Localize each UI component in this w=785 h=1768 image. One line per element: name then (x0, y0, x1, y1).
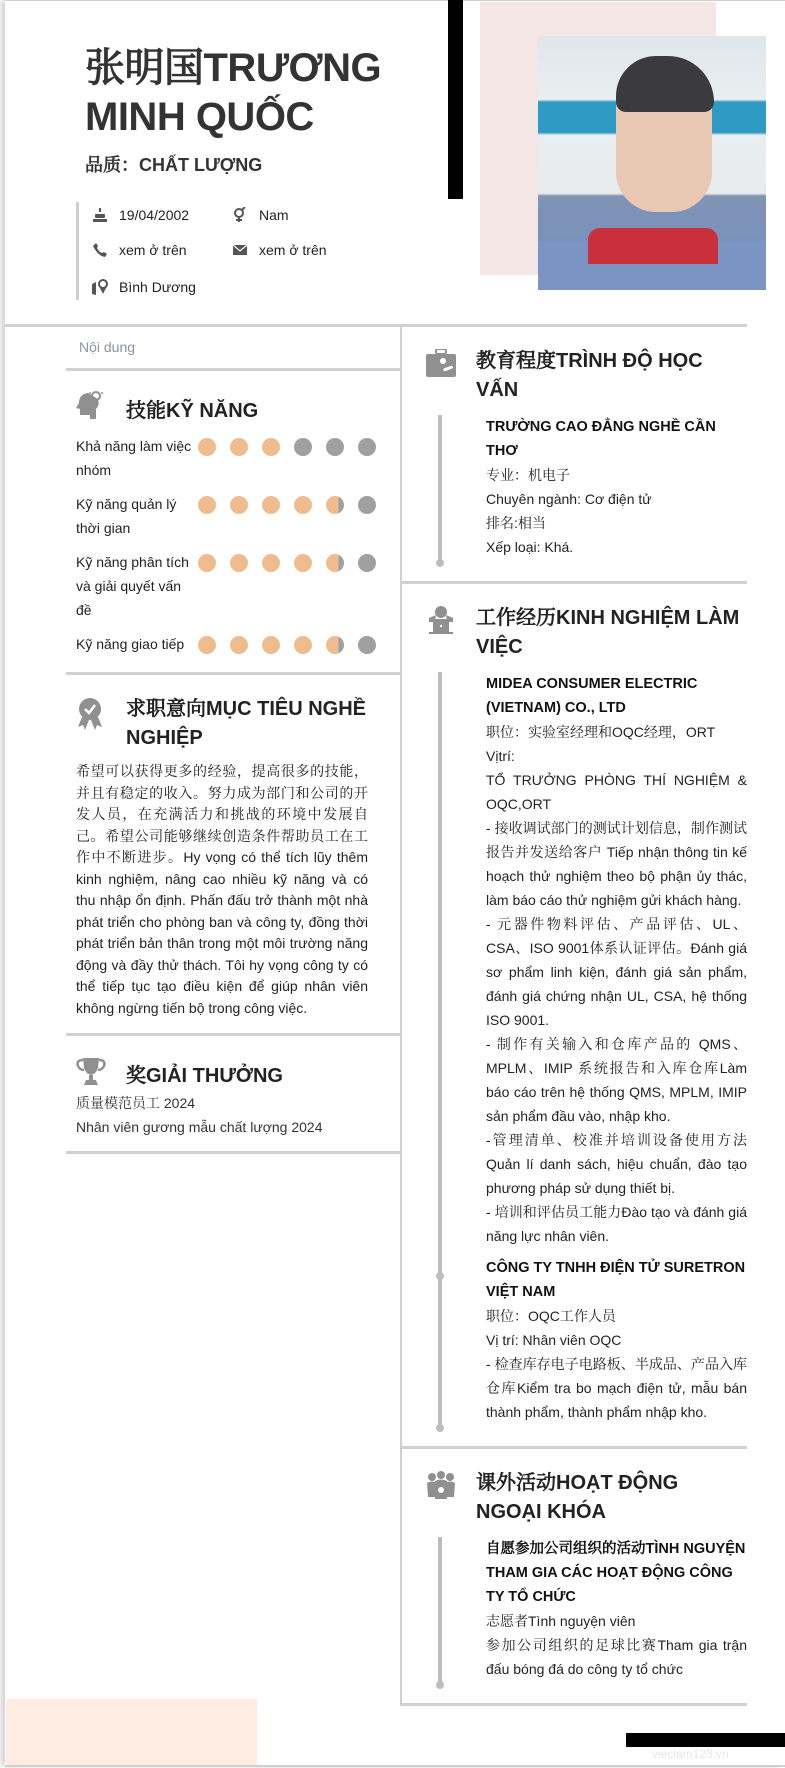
rating-dot (358, 554, 376, 572)
rating-dot (198, 554, 216, 572)
awards-title: 奖GIẢI THƯỞNG (126, 1065, 283, 1087)
rating-dot (230, 636, 248, 654)
skill-label: Kỹ năng phân tích và giải quyết vấn đề (76, 554, 189, 618)
rating-dot (230, 554, 248, 572)
rating-dot (262, 636, 280, 654)
rating-dot (294, 438, 312, 456)
experience-entry (486, 1256, 747, 1432)
experience-line: - 检查库存电子电路板、半成品、产品入库仓库Kiểm tra bo mạch điện tử, mẫu bán thành phẩm, thành phẩm nhập kho. (486, 1356, 747, 1420)
experience-header (402, 604, 747, 662)
experience-entry (486, 672, 747, 1256)
gender-icon (231, 207, 249, 223)
activity-title: 自愿参加公司组织的活动TÌNH NGUYỆN THAM GIA CÁC HOẠT ĐỘNG CÔNG TY TỔ CHỨC (486, 1541, 746, 1605)
skill-row (66, 434, 400, 482)
experience-timeline (438, 672, 747, 1432)
experience-line: Vịtrí: (486, 748, 515, 764)
suitcase-icon (426, 349, 456, 379)
experience-line: -管理清单、校准并培训设备使用方法Quản lí danh sách, hiệu chuẩn, đào tạo phương pháp sử dụng thiết bị. (486, 1132, 747, 1196)
trophy-icon (76, 1058, 106, 1088)
experience-line: - 制作有关输入和仓库产品的 QMS、MPLM、IMIP 系统报告和入库仓库Làm báo cáo trên hệ thống QMS, MPLM, IMIP sản phẩm đầu vào, nhập kho. (486, 1036, 747, 1124)
skill-label: Kỹ năng quản lý thời gian (76, 496, 177, 536)
rating-dot (294, 554, 312, 572)
skill-rating (198, 434, 390, 456)
email-value: xem ở trên (259, 242, 327, 258)
right-column (400, 324, 747, 1706)
rating-dot (326, 438, 344, 456)
objective-text: 希望可以获得更多的经验，提高很多的技能，并且有稳定的收入。努力成为部门和公司的开发人员，在充满活力和挑战的环境中发展自己。希望公司能够继续创造条件帮助员工在工作中不断进步。Hy vọng có thể tích lũy thêm kinh nghiệm, nâng cao nhiều kỹ năng và có thu nhập ổn định. Phấn đấu trở thành một nhà phát triển cho phòng ban và công ty, đồng thời phát triển bản thân trong một môi trường năng động và đầy thử thách. Tôi hy vọng công ty có thể tiếp tục tạo điều kiện để giúp nhân viên không ngừng tiến bộ trong công việc. (76, 763, 368, 1016)
experience-line: Vị trí: Nhân viên OQC (486, 1332, 622, 1348)
education-line: 排名:相当 (486, 515, 546, 531)
skill-rating (198, 492, 390, 514)
skill-rating (198, 632, 390, 654)
rating-dot (230, 438, 248, 456)
experience-line: - 培训和评估员工能力Đào tạo và đánh giá năng lực nhân viên. (486, 1204, 747, 1244)
activities-title: 课外活动HOẠT ĐỘNG NGOẠI KHÓA (476, 1472, 679, 1523)
birthdate-item (91, 207, 189, 223)
photo-collar (588, 228, 718, 264)
awards-header (66, 1052, 400, 1091)
position-title: 品质：CHẤT LƯỢNG (85, 155, 263, 175)
location-value: Bình Dương (119, 279, 196, 295)
experience-line: 职位：OQC工作人员 (486, 1308, 616, 1324)
skills-section (66, 371, 400, 675)
location-item (91, 279, 196, 295)
experience-title: 工作经历KINH NGHIỆM LÀM VIỆC (476, 607, 740, 658)
envelope-icon (231, 242, 249, 258)
award-item: Nhân viên gương mẫu chất lượng 2024 (76, 1119, 323, 1135)
activities-header (402, 1469, 747, 1527)
activity-line: 志愿者Tình nguyện viên (486, 1613, 636, 1629)
timeline-line (438, 415, 442, 561)
award-item: 质量模范员工 2024 (76, 1095, 196, 1111)
experience-line: - 接收调试部门的测试计划信息，制作测试报告并发送给客户 Tiếp nhận thông tin kế hoạch thử nghiệm theo bộ phận ủy thác, làm báo cáo thử nghiệm gửi khách hàng. (486, 820, 747, 908)
company-name: CÔNG TY TNHH ĐIỆN TỬ SURETRON VIỆT NAM (486, 1260, 746, 1300)
gender-value: Nam (259, 207, 289, 223)
phone-value: xem ở trên (119, 242, 187, 258)
extracurricular-section (400, 1446, 747, 1706)
skill-row (66, 492, 400, 540)
timeline-line (438, 672, 442, 1426)
company-name: MIDEA CONSUMER ELECTRIC (VIETNAM) CO., LTD (486, 676, 698, 716)
cake-icon (91, 207, 109, 223)
person-laptop-icon (426, 606, 456, 636)
education-title: 教育程度TRÌNH ĐỘ HỌC VẤN (476, 350, 703, 401)
education-line: 专业：机电子 (486, 467, 570, 483)
awards-section (66, 1036, 400, 1154)
objective-title: 求职意向MỤC TIÊU NGHỀ NGHIỆP (126, 698, 366, 749)
education-line: Chuyên ngành: Cơ điện tử (486, 491, 652, 507)
skills-title: 技能KỸ NĂNG (126, 400, 259, 422)
timeline-dot (436, 559, 444, 567)
activities-timeline (438, 1537, 747, 1689)
email-item (231, 242, 327, 258)
activity-entry (486, 1537, 747, 1689)
gender-item (231, 207, 289, 223)
contact-info (76, 202, 356, 300)
rating-dot (294, 636, 312, 654)
work-experience-section (400, 581, 747, 1446)
phone-icon (91, 242, 109, 258)
skill-label: Kỹ năng giao tiếp (76, 636, 185, 652)
map-pin-icon (91, 279, 109, 295)
decorative-black-bar (448, 0, 463, 199)
head-lightbulb-icon (76, 389, 106, 419)
decorative-black-bar-footer (626, 1733, 785, 1747)
rating-dot (326, 496, 344, 514)
timeline-line (438, 1537, 442, 1683)
skill-row (66, 632, 400, 656)
skill-label: Khả năng làm việc nhóm (76, 438, 192, 478)
rating-dot (262, 496, 280, 514)
rating-dot (358, 438, 376, 456)
rating-dot (358, 636, 376, 654)
timeline-dot (436, 1272, 444, 1280)
timeline-dot (436, 1681, 444, 1689)
rating-dot (294, 496, 312, 514)
content-placeholder[interactable]: Nội dung (66, 327, 400, 371)
education-section (400, 324, 747, 581)
rating-dot (262, 438, 280, 456)
experience-line: - 元器件物料评估、产品评估、UL、CSA、ISO 9001体系认证评估。Đánh giá sơ phẩm linh kiện, đánh giá sản phẩm, đánh giá chứng nhận UL, CSA, hệ thống ISO 9001. (486, 916, 747, 1028)
photo-hair (616, 56, 714, 112)
rating-dot (198, 636, 216, 654)
timeline-dot (436, 1424, 444, 1432)
school-name: TRƯỜNG CAO ĐẲNG NGHỀ CẦN THƠ (486, 419, 716, 459)
objective-header (66, 691, 400, 753)
award-badge-icon (76, 697, 106, 727)
education-line: Xếp loại: Khá. (486, 539, 574, 555)
candidate-name: 张明国TRƯƠNG MINH QUỐC (85, 46, 382, 139)
rating-dot (326, 636, 344, 654)
watermark: vieclam123.vn (652, 1747, 729, 1761)
divider (5, 1765, 785, 1767)
rating-dot (358, 496, 376, 514)
skills-header (66, 383, 400, 426)
skill-row (66, 550, 400, 622)
career-objective-section (66, 675, 400, 1036)
birthdate-value: 19/04/2002 (119, 207, 190, 223)
rating-dot (262, 554, 280, 572)
phone-item (91, 242, 187, 258)
group-people-icon (426, 1471, 456, 1501)
rating-dot (198, 496, 216, 514)
rating-dot (198, 438, 216, 456)
education-entry (486, 415, 747, 567)
profile-photo (538, 36, 766, 290)
rating-dot (326, 554, 344, 572)
experience-line: TỔ TRƯỞNG PHÒNG THÍ NGHIỆM & OQC,ORT (486, 772, 747, 812)
experience-line: 职位：实验室经理和OQC经理，ORT (486, 724, 716, 740)
decorative-peach-block (6, 1699, 257, 1767)
education-timeline (438, 415, 747, 567)
activity-line: 参加公司组织的足球比赛Tham gia trận đấu bóng đá do công ty tổ chức (486, 1637, 747, 1677)
left-column (66, 327, 400, 1154)
education-header (402, 347, 747, 405)
skills-list (66, 434, 400, 656)
skill-rating (198, 550, 390, 572)
rating-dot (230, 496, 248, 514)
